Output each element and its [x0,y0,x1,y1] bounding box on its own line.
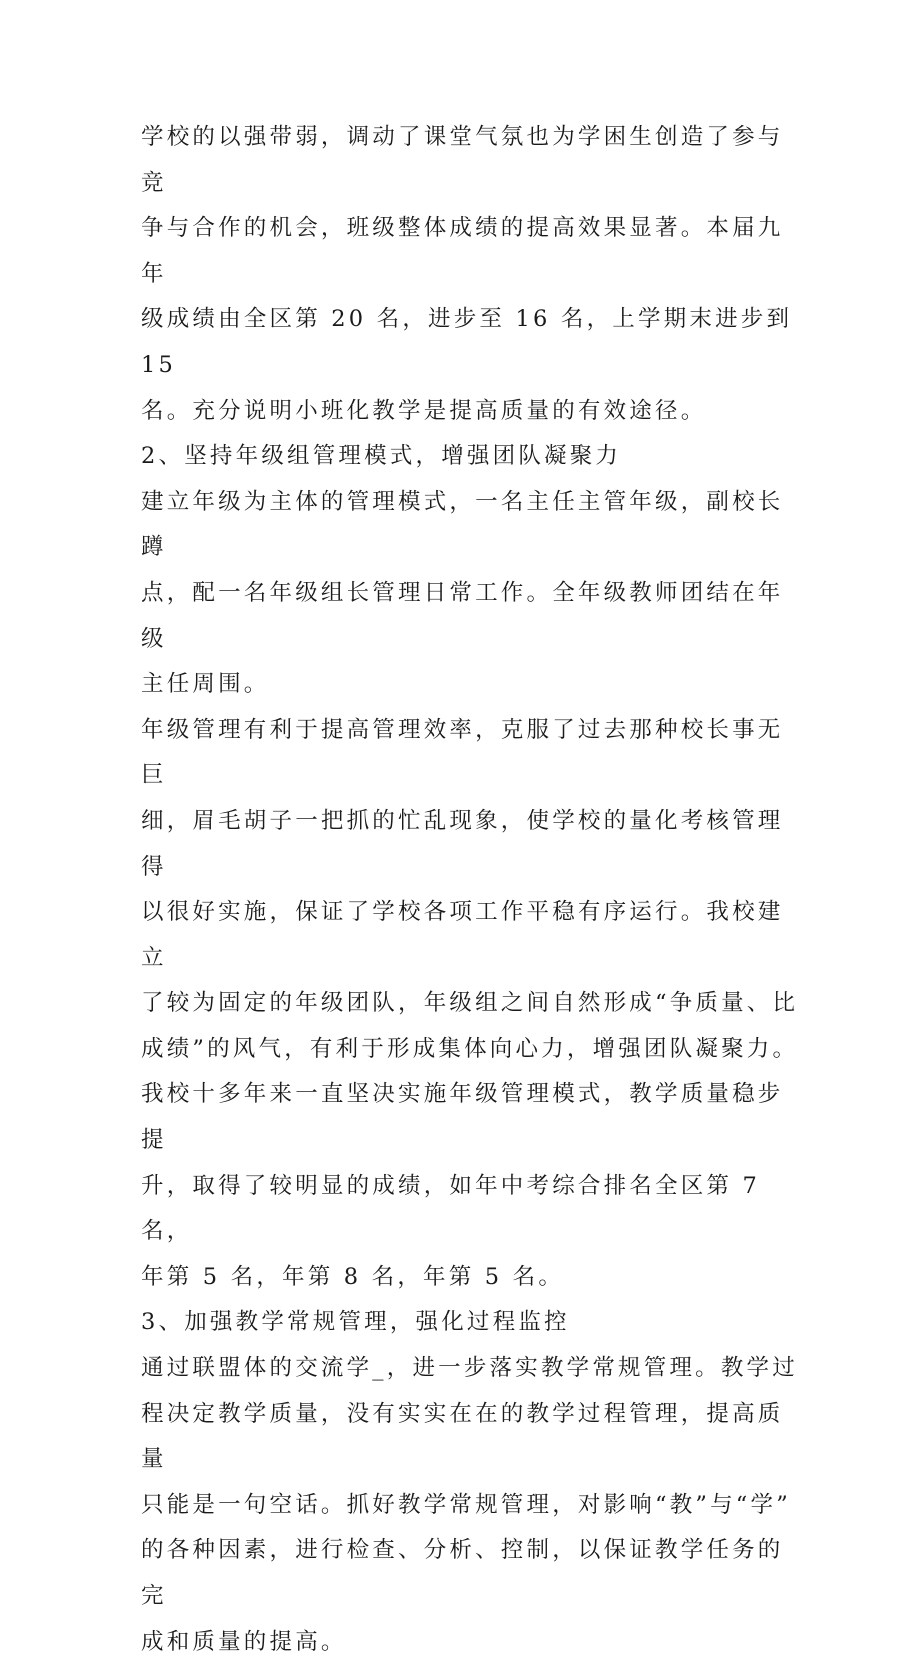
paragraph-routine-management: 通过联盟体的交流学_，进一步落实教学常规管理。教学过 程决定教学质量，没有实实在在的教学过程管理，提高质量 只能是一句空话。抓好教学常规管理，对影响“教”与“学” 的各种因素，进行检查、分析、控制，以保证教学任务的完 成和质量的提高。 [141,1355,798,1655]
section-heading-3: 3、加强教学常规管理，强化过程监控 [141,1309,570,1336]
paragraph-grade-management: 年级管理有利于提高管理效率，克服了过去那种校长事无巨 细，眉毛胡子一把抓的忙乱现象，使学校的量化考核管理得 以很好实施，保证了学校各项工作平稳有序运行。我校建立 了较为固定的年级团队，年级组之间自然形成“争质量、比 成绩”的风气，有利于形成集体向心力，增强团队凝聚力。 [141,716,799,1062]
paragraph-results: 我校十多年来一直坚决实施年级管理模式，教学质量稳步提 升，取得了较明显的成绩，如年中考综合排名全区第 7 名， 年第 5 名，年第 8 名，年第 5 名。 [141,1081,784,1290]
section-heading-2: 2、坚持年级组管理模式，增强团队凝聚力 [141,443,622,470]
document-body [141,115,801,1665]
paragraph-grade-model: 建立年级为主体的管理模式，一名主任主管年级，副校长蹲 点，配一名年级组长管理日常工作。全年级教师团结在年级 主任周围。 [141,488,784,698]
paragraph-intro: 学校的以强带弱，调动了课堂气氛也为学困生创造了参与竞 争与合作的机会，班级整体成绩的提高效果显著。本届九年 级成绩由全区第 20 名，进步至 16 名，上学期末进步到 15 名。充分说明小班化教学是提高质量的有效途径。 [141,124,793,424]
